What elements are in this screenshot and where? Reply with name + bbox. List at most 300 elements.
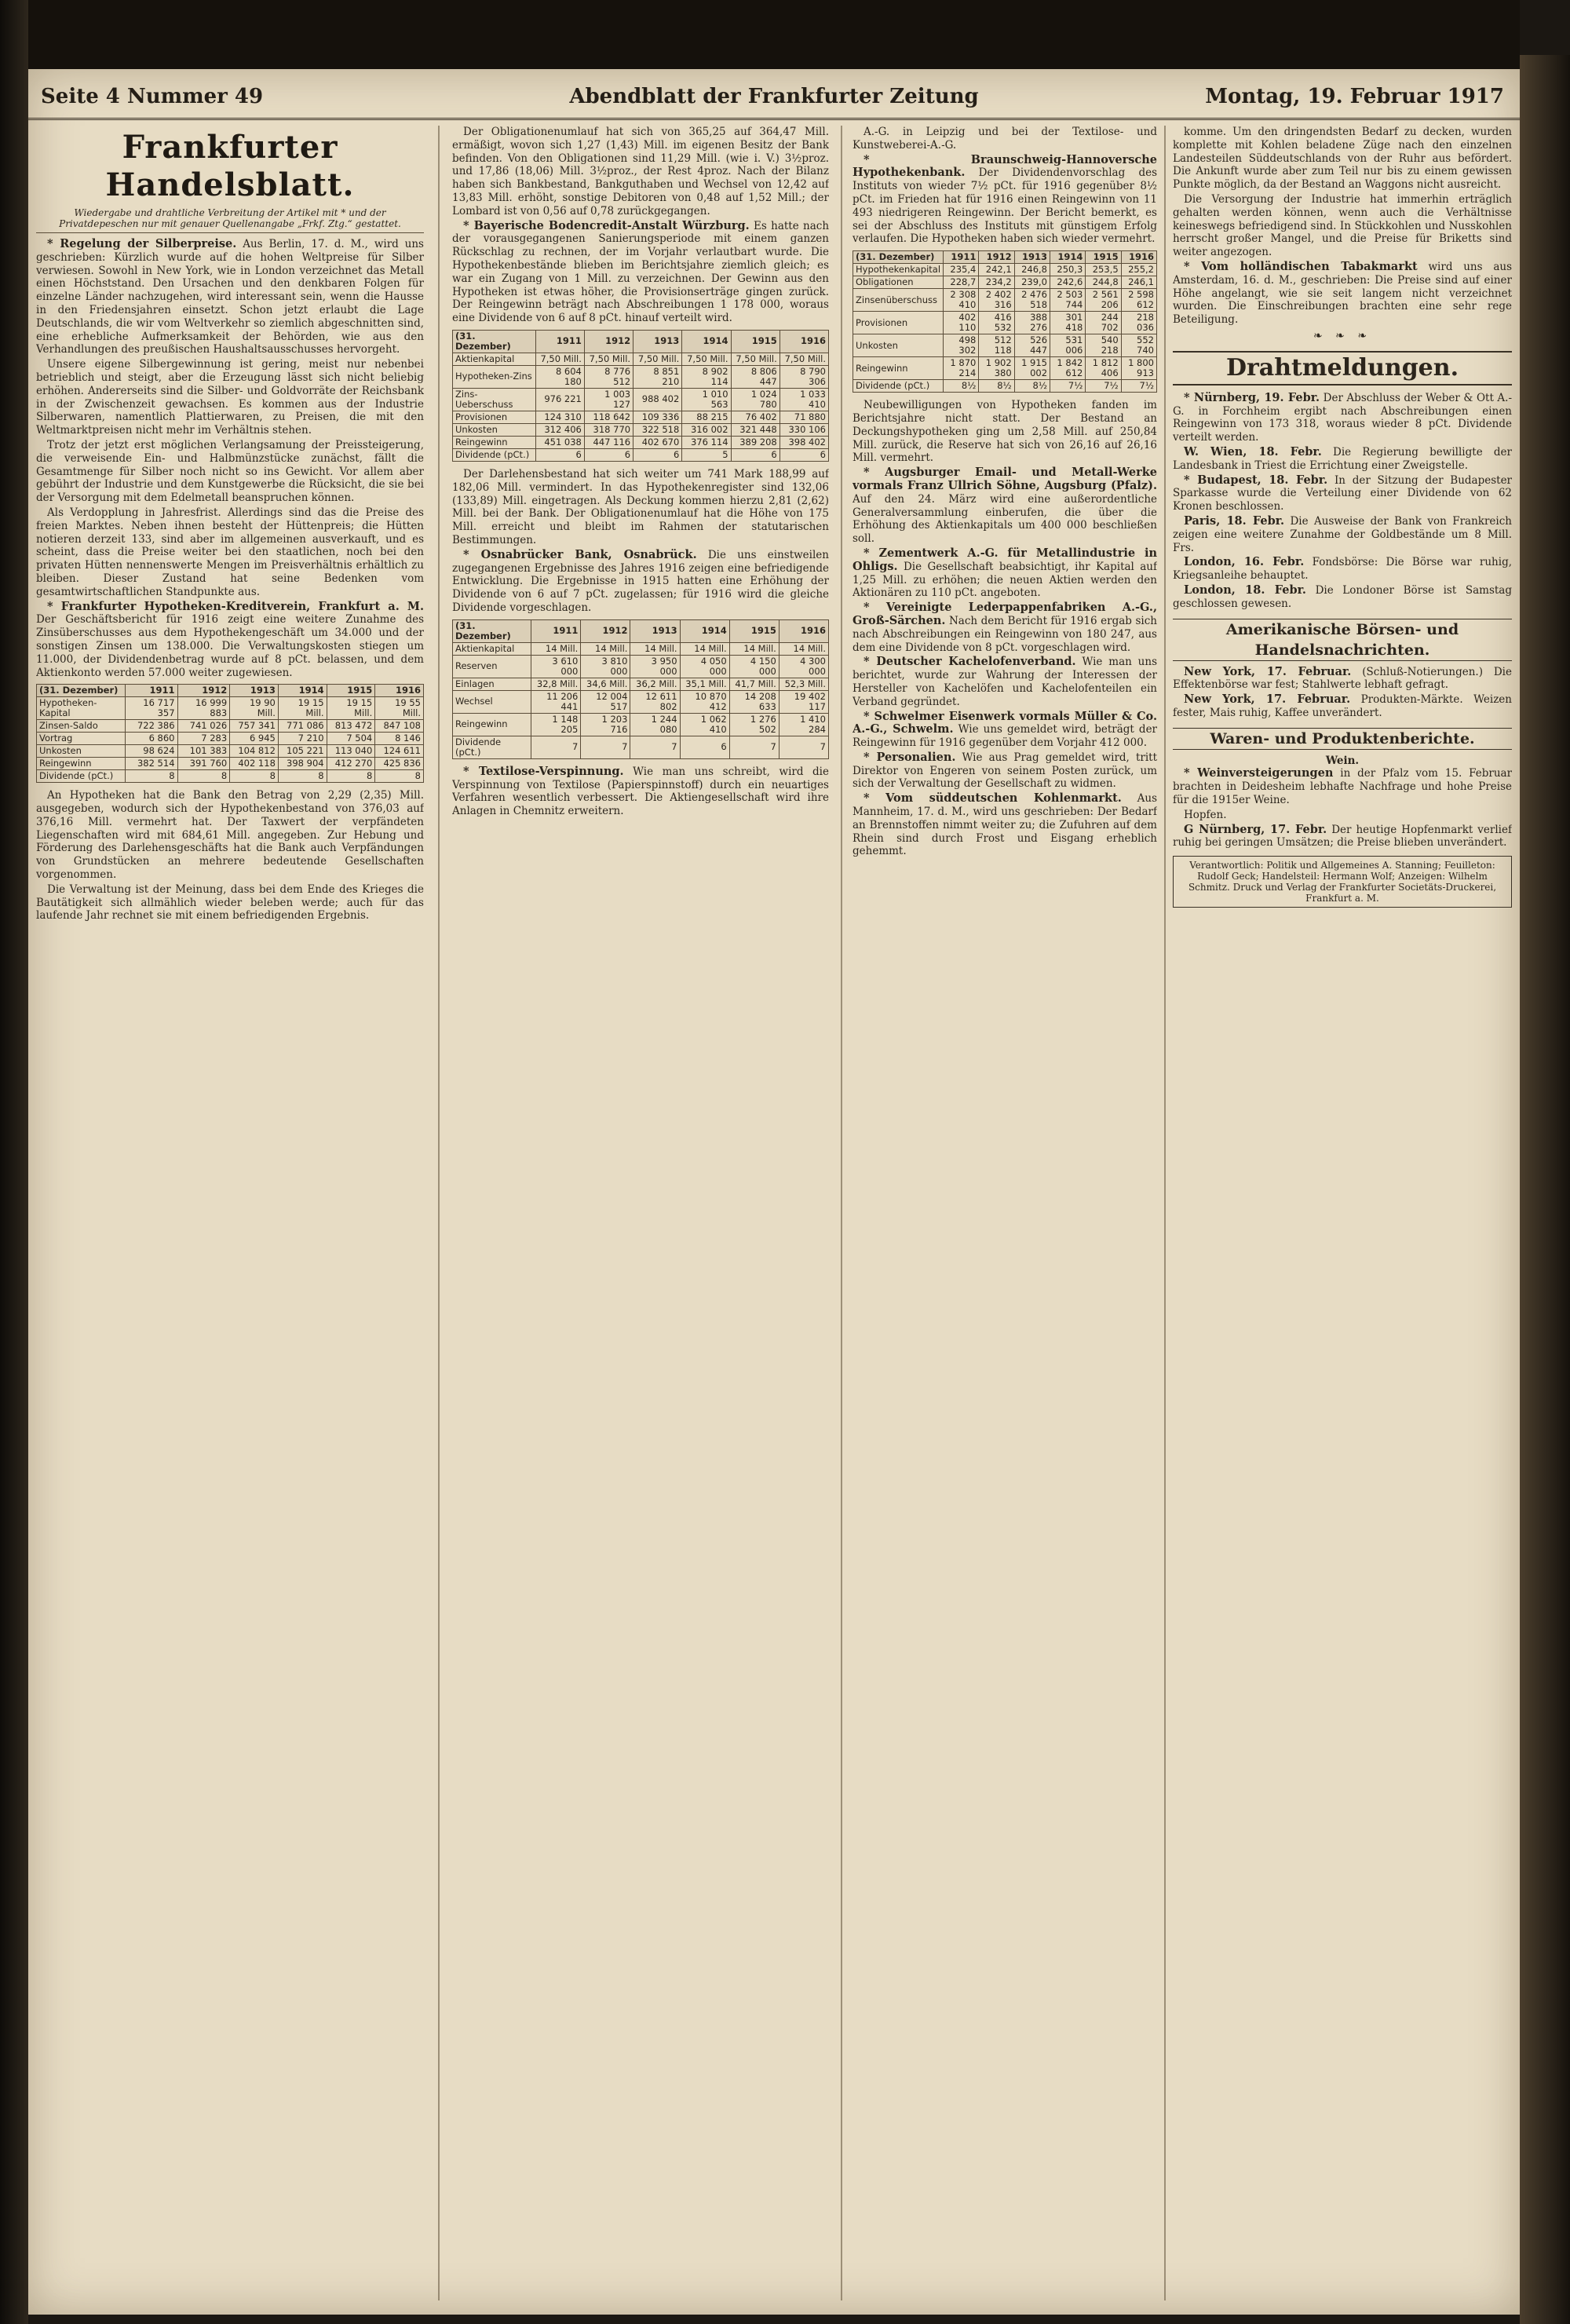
table-header-cell: 1912 xyxy=(177,685,230,697)
table-cell: Aktienkapital xyxy=(453,642,531,655)
table-header-cell: 1914 xyxy=(680,619,729,642)
article-text: Wie man uns berichtet, wurde zur Wahrung der Interessen der Hersteller von Kachelöfen und Kachelofenteilen ein Verband gegründet. xyxy=(853,656,1157,708)
table-cell: 2 476 518 xyxy=(1014,289,1050,312)
table-cell: 14 208 633 xyxy=(729,690,779,713)
article-text: (Schluß-Notierungen.) Die Effektenbörse war fest; Stahlwerte lebhaft gefragt. xyxy=(1173,665,1512,692)
table-cell: 4 150 000 xyxy=(729,655,779,678)
table-cell: Unkosten xyxy=(37,745,126,758)
table-cell: 1 842 612 xyxy=(1050,357,1086,380)
table-cell: 6 xyxy=(780,448,828,461)
article-headline: London, 18. Febr. xyxy=(1184,583,1306,597)
table-header-cell: 1915 xyxy=(327,685,375,697)
article-paragraph xyxy=(452,126,829,218)
scan-edge-right xyxy=(1520,55,1570,2324)
table-cell: 398 904 xyxy=(278,758,327,770)
table-cell: 526 447 xyxy=(1014,334,1050,357)
table-cell: 7½ xyxy=(1121,380,1156,393)
table-header-cell: 1915 xyxy=(731,330,780,353)
table-header-cell: (31. Dezember) xyxy=(453,619,531,642)
table-header-cell: 1913 xyxy=(230,685,279,697)
table-header-cell: 1913 xyxy=(1014,251,1050,264)
article-paragraph xyxy=(853,399,1157,465)
table-cell: 2 308 410 xyxy=(944,289,979,312)
table-header-cell: 1911 xyxy=(531,619,581,642)
table-row xyxy=(453,436,829,448)
table-cell: 330 106 xyxy=(780,423,828,436)
article-text: Die Versorgung der Industrie hat immerhin erträglich gehalten werden können, wenn auch die Verhältnisse keineswegs befriedigend sind. In Stückkohlen und Nusskohlen herrscht großer Mangel, und die Preise für Briketts sind weiter angezogen. xyxy=(1173,192,1512,259)
table-cell: 389 208 xyxy=(731,436,780,448)
article-text: In der Sitzung der Budapester Sparkasse wurde die Verteilung einer Dividende von 62 Kronen beschlossen. xyxy=(1173,473,1512,513)
table-header-cell: 1915 xyxy=(729,619,779,642)
table-cell: 235,4 xyxy=(944,264,979,276)
financial-table-2 xyxy=(452,330,829,462)
column-3 xyxy=(853,126,1157,2300)
article-paragraph xyxy=(853,547,1157,600)
article-paragraph xyxy=(853,601,1157,654)
article-headline: * Textilose-Verspinnung. xyxy=(463,764,624,778)
article-text: Der heutige Hopfenmarkt verlief ruhig bei geringen Umsätzen; die Preise blieben unverändert. xyxy=(1173,823,1512,850)
table-row xyxy=(853,276,1157,289)
table-cell: Hypothekenkapital xyxy=(853,264,944,276)
table-cell: 391 760 xyxy=(177,758,230,770)
table-cell: Unkosten xyxy=(453,423,536,436)
drahtmeldungen-title: Drahtmeldungen. xyxy=(1173,351,1512,386)
table-header-cell: 1914 xyxy=(682,330,731,353)
scan-top-band xyxy=(28,0,1520,69)
table-cell: 239,0 xyxy=(1014,276,1050,289)
financial-table-4 xyxy=(853,250,1157,393)
table-cell: 8 851 210 xyxy=(633,365,682,388)
col3-articles xyxy=(853,126,1157,246)
table-cell: 1 410 284 xyxy=(779,713,828,736)
article-headline: * Deutscher Kachelofenverband. xyxy=(864,655,1076,669)
table-cell: 118 642 xyxy=(584,411,633,423)
article-paragraph xyxy=(36,238,424,356)
table-cell: 7 xyxy=(779,736,828,758)
article-text: Auf den 24. März wird eine außerordentliche Generalversammlung einberufen, die über die Erhöhung des Aktienkapitals um 400 000 beschließen soll. xyxy=(853,492,1157,546)
table-row xyxy=(453,642,829,655)
table-cell: 7 xyxy=(531,736,581,758)
waren-articles xyxy=(1173,767,1512,850)
table-cell: Vortrag xyxy=(37,733,126,745)
table-header-cell: 1913 xyxy=(633,330,682,353)
article-text: Es hatte nach der vorausgegangenen Sanierungsperiode mit einem ganzen Rückschlag zu rechnen, der im Vorjahr verlautbart wurde. Die Hypothekenbestände blieben im Berichtsjahre ziemlich gleich; es war ein Zugang von 1 Mill. zu verzeichnen. Der Gewinn aus den Hypotheken ist etwas höher, die Provisionserträge gingen zurück. Der Reingewinn beträgt nach Abschreibungen 1 178 000, woraus eine Dividende von 6 auf 8 pCt. hinauf verteilt wird. xyxy=(452,219,829,325)
table-cell: Reingewinn xyxy=(37,758,126,770)
table-header-cell: 1916 xyxy=(780,330,828,353)
table-cell: 14 Mill. xyxy=(531,642,581,655)
article-paragraph xyxy=(853,792,1157,858)
table-cell: 301 418 xyxy=(1050,312,1086,334)
table-cell: 12 004 517 xyxy=(581,690,630,713)
issue-date: Montag, 19. Februar 1917 xyxy=(1205,85,1504,108)
article-text: Trotz der jetzt erst möglichen Verlangsamung der Preissteigerung, die verweisende Ein- und Halbmünzstücke zunächst, fällt die Gesamtmenge für Silber noch nicht so ins Gewicht. Vor allem aber gebührt der Industrie und dem Kunstgewerbe die Rücksicht, die sie bei der Versorgung mit dem Edelmetall beanspruchen können. xyxy=(36,438,424,505)
table-row xyxy=(453,353,829,365)
table-cell: 71 880 xyxy=(780,411,828,423)
article-headline: New York, 17. Februar. xyxy=(1184,664,1352,678)
table-row xyxy=(853,289,1157,312)
table-cell: 6 xyxy=(584,448,633,461)
article-paragraph xyxy=(1173,809,1512,822)
article-text: A.-G. in Leipzig und bei der Textilose- und Kunstweberei-A.-G. xyxy=(853,126,1157,152)
table-cell: Reingewinn xyxy=(453,713,531,736)
table-cell: 7,50 Mill. xyxy=(780,353,828,365)
table-cell: 7 xyxy=(630,736,680,758)
table-cell: 1 800 913 xyxy=(1121,357,1156,380)
col4-articles xyxy=(1173,126,1512,327)
article-text: Wie uns gemeldet wird, beträgt der Reingewinn für 1916 gegenüber dem Vorjahr 412 000. xyxy=(853,723,1157,750)
table-cell: 321 448 xyxy=(731,423,780,436)
reprint-note: Wiedergabe und drahtliche Verbreitung der Artikel mit * und der Privatdepeschen nur mit genauer Quellenangabe „Frkf. Ztg.“ gestattet. xyxy=(36,207,424,233)
article-paragraph xyxy=(36,789,424,882)
table-cell: 7,50 Mill. xyxy=(633,353,682,365)
table-cell: 16 717 357 xyxy=(125,697,177,720)
table-cell: 4 050 000 xyxy=(680,655,729,678)
table-header-cell: 1912 xyxy=(584,330,633,353)
table-cell: 402 110 xyxy=(944,312,979,334)
table-cell: 512 118 xyxy=(979,334,1014,357)
table-cell: 101 383 xyxy=(177,745,230,758)
table-cell: 5 xyxy=(682,448,731,461)
table-cell: 402 670 xyxy=(633,436,682,448)
article-paragraph xyxy=(853,154,1157,247)
table-cell: 253,5 xyxy=(1086,264,1121,276)
article-headline: G Nürnberg, 17. Febr. xyxy=(1184,822,1327,836)
table-cell: 388 276 xyxy=(1014,312,1050,334)
table-cell: 124 611 xyxy=(375,745,424,758)
table-row xyxy=(453,713,829,736)
table-cell: Dividende (pCt.) xyxy=(853,380,944,393)
table-cell: 8½ xyxy=(1014,380,1050,393)
table-cell: 8½ xyxy=(979,380,1014,393)
table-cell: 12 611 802 xyxy=(630,690,680,713)
article-headline: * Osnabrücker Bank, Osnabrück. xyxy=(463,547,697,561)
table-cell: 2 598 612 xyxy=(1121,289,1156,312)
table-cell: 6 945 xyxy=(230,733,279,745)
table-cell: Obligationen xyxy=(853,276,944,289)
table-cell: 242,1 xyxy=(979,264,1014,276)
article-paragraph xyxy=(1173,474,1512,513)
article-paragraph xyxy=(1173,261,1512,327)
article-paragraph xyxy=(452,549,829,615)
article-headline: * Regelung der Silberpreise. xyxy=(47,237,237,250)
table-cell: 7 210 xyxy=(278,733,327,745)
article-text: Die Regierung bewilligte der Landesbank in Triest die Errichtung einer Zweigstelle. xyxy=(1173,445,1512,472)
article-paragraph xyxy=(1173,556,1512,583)
table-cell: 10 870 412 xyxy=(680,690,729,713)
column-4 xyxy=(1173,126,1512,2300)
article-paragraph xyxy=(1173,392,1512,444)
table-cell: 104 812 xyxy=(230,745,279,758)
column-rule xyxy=(438,126,440,2300)
table-cell: Reserven xyxy=(453,655,531,678)
table-header-cell: 1911 xyxy=(535,330,584,353)
waren-subtitle: Wein. xyxy=(1325,754,1360,767)
table-row xyxy=(853,380,1157,393)
column-rule xyxy=(1164,126,1166,2300)
article-paragraph xyxy=(1173,515,1512,554)
table-cell: Reingewinn xyxy=(853,357,944,380)
amerika-title: Amerikanische Börsen- und Handelsnachrichten. xyxy=(1173,619,1512,661)
table-cell: 1 915 002 xyxy=(1014,357,1050,380)
table-cell: 218 036 xyxy=(1121,312,1156,334)
table-cell: 8 xyxy=(230,770,279,783)
column-1 xyxy=(36,126,424,2300)
table-cell: Dividende (pCt.) xyxy=(453,448,536,461)
table-row xyxy=(453,448,829,461)
article-headline: * Augsburger Email- und Metall-Werke vormals Franz Ullrich Söhne, Augsburg (Pfalz). xyxy=(853,466,1157,492)
table-cell: 3 950 000 xyxy=(630,655,680,678)
table-header-cell: (31. Dezember) xyxy=(37,685,126,697)
table-row xyxy=(37,770,424,783)
article-text: Als Verdopplung in Jahresfrist. Allerdings sind das die Preise des freien Marktes. Neben ihnen besteht der Hüttenpreis; die Hütten notieren derzeit 133, sind aber im allgemeinen ausverkauft, und es scheint, dass die Preise weiter bei den staatlichen, noch bei den privaten Hütten nennenswerte Mengen im Preisverhältnis erhältlich zu bleiben. Dieser Zustand hat seine Bedenken vom gesamtwirtschaftlichen Standpunkte aus. xyxy=(36,506,424,598)
table-row xyxy=(37,758,424,770)
table-cell: 7½ xyxy=(1050,380,1086,393)
table-cell: 7 xyxy=(729,736,779,758)
table-cell: 531 006 xyxy=(1050,334,1086,357)
table-cell: 7 504 xyxy=(327,733,375,745)
table-cell: 498 302 xyxy=(944,334,979,357)
table-cell: 722 386 xyxy=(125,720,177,733)
article-paragraph xyxy=(36,601,424,680)
article-headline: W. Wien, 18. Febr. xyxy=(1184,444,1322,459)
table-cell: Einlagen xyxy=(453,678,531,690)
table-cell: 540 218 xyxy=(1086,334,1121,357)
table-cell: Hypotheken-Zins xyxy=(453,365,536,388)
table-cell: 124 310 xyxy=(535,411,584,423)
article-headline: * Weinversteigerungen xyxy=(1184,766,1334,780)
article-headline: London, 16. Febr. xyxy=(1184,555,1305,569)
table-cell: Aktienkapital xyxy=(453,353,536,365)
table-cell: 1 148 205 xyxy=(531,713,581,736)
article-paragraph xyxy=(853,751,1157,791)
table-cell: 19 15 Mill. xyxy=(278,697,327,720)
article-text: Hopfen. xyxy=(1184,808,1227,821)
table-cell: 757 341 xyxy=(230,720,279,733)
table-header-cell: 1914 xyxy=(278,685,327,697)
newspaper-page xyxy=(28,69,1520,2315)
table-row xyxy=(453,678,829,690)
article-paragraph xyxy=(452,220,829,325)
article-paragraph xyxy=(1173,767,1512,806)
article-text: komme. Um den dringendsten Bedarf zu decken, wurden komplette mit Kohlen beladene Züge nach den einzelnen Landesteilen Süddeutschlands von der Ruhr aus befördert. Die Ankunft wurde aber zum Teil nur bis zu einem gewissen Punkte möglich, da der Bestand an Waggons nicht ausreicht. xyxy=(1173,126,1512,192)
article-text: Unsere eigene Silbergewinnung ist gering, meist nur nebenbei betrieblich und steigt, aber die Erzeugung lässt sich nicht beliebig erhöhen. Andererseits sind die Silber- und Goldvorräte der Reichsbank in der Zwischenzeit gewachsen. Es kommen aus der Industrie Silberwaren, namentlich Plattierwaren, zu Preisen, die mit den Weltmarktpreisen nicht mehr im Verhältnis stehen. xyxy=(36,358,424,437)
table-cell: 8 xyxy=(278,770,327,783)
table-row xyxy=(853,357,1157,380)
article-headline: New York, 17. Februar. xyxy=(1184,692,1351,707)
col3b-articles xyxy=(853,399,1157,858)
table-cell: 8 902 114 xyxy=(682,365,731,388)
table-cell: 382 514 xyxy=(125,758,177,770)
table-cell: 14 Mill. xyxy=(581,642,630,655)
table-cell: 813 472 xyxy=(327,720,375,733)
article-text: Der Obligationenumlauf hat sich von 365,25 auf 364,47 Mill. ermäßigt, wovon sich 1,27 (1,43) Mill. im eigenen Besitz der Bank befinden. Von den Obligationen sind 11,29 Mill. (wie i. V.) 3½proz. und 17,86 (18,06) Mill. 3½proz., der Rest 4proz. Nach der Bilanz haben sich Bankbestand, Bankguthaben und Wechsel von 12,42 auf 13,83 Mill. erhöht, sonstige Debitoren von 0,48 auf 1,52 Mill.; der Lombard ist von 0,56 auf 0,78 zurückgegangen. xyxy=(452,126,829,217)
table-cell: 552 740 xyxy=(1121,334,1156,357)
table-cell: 14 Mill. xyxy=(680,642,729,655)
article-text: Aus Mannheim, 17. d. M., wird uns geschrieben: Der Bedarf an Brennstoffen nimmt weiter zu; die Zufuhren auf dem Rhein sind durch Frost und Eisgang erheblich gehemmt. xyxy=(853,792,1157,858)
table-cell: 36,2 Mill. xyxy=(630,678,680,690)
amerika-articles xyxy=(1173,666,1512,720)
article-text: Wie man uns schreibt, wird die Verspinnung von Textilose (Papierspinnstoff) durch ein neuartiges Verfahren wesentlich verbessert. Die Aktiengesellschaft wird ihre Anlagen in Chemnitz erweitern. xyxy=(452,765,829,818)
article-headline: * Braunschweig-Hannoversche Hypothekenbank. xyxy=(853,152,1157,180)
table-cell: 109 336 xyxy=(633,411,682,423)
table-cell: Provisionen xyxy=(453,411,536,423)
table-cell: 8 604 180 xyxy=(535,365,584,388)
table-cell: 376 114 xyxy=(682,436,731,448)
article-paragraph xyxy=(853,126,1157,152)
article-text: An Hypotheken hat die Bank den Betrag von 2,29 (2,35) Mill. ausgegeben, wodurch sich der Hypothekenbestand von 376,03 auf 376,16 Mill. vermehrt hat. Der Taxwert der verpfändeten Liegenschaften wird mit 684,61 Mill. angegeben. Zur Hebung und Förderung des Darlehensgeschäfts hat die Bank auch Verpfändungen von Grundstücken an mehrere bedeutende Gesellschaften vorgenommen. xyxy=(36,789,424,882)
table-row xyxy=(37,720,424,733)
article-paragraph xyxy=(853,466,1157,546)
table-header-cell: 1914 xyxy=(1050,251,1086,264)
article-paragraph xyxy=(1173,126,1512,192)
table-cell: Dividende (pCt.) xyxy=(453,736,531,758)
article-text: Die uns einstweilen zugegangenen Ergebnisse des Jahres 1916 zeigen eine befriedigende Entwicklung. Die Ergebnisse in 1915 hatten eine Erhöhung der Dividende von 6 auf 7 pCt. zugelassen; für 1916 wird die gleiche Dividende vorgeschlagen. xyxy=(452,548,829,614)
table-cell: 34,6 Mill. xyxy=(581,678,630,690)
article-text: Die Verwaltung ist der Meinung, dass bei dem Ende des Krieges die Bautätigkeit sich allmählich wieder beleben werde; auch für das laufende Jahr rechnet sie mit einem befriedigenden Ergebnis. xyxy=(36,882,424,923)
financial-table-3 xyxy=(452,619,829,759)
table-cell: 14 Mill. xyxy=(630,642,680,655)
table-row xyxy=(37,697,424,720)
article-headline: * Zementwerk A.-G. für Metallindustrie in Ohligs. xyxy=(853,546,1157,573)
article-paragraph xyxy=(452,766,829,818)
table-header-cell: 1916 xyxy=(779,619,828,642)
table-header-cell: 1912 xyxy=(979,251,1014,264)
table-cell: Dividende (pCt.) xyxy=(37,770,126,783)
table-cell: 14 Mill. xyxy=(729,642,779,655)
table-cell: 6 xyxy=(535,448,584,461)
table-row xyxy=(453,423,829,436)
article-paragraph xyxy=(1173,824,1512,850)
table-row xyxy=(453,388,829,411)
table-cell: 3 610 000 xyxy=(531,655,581,678)
table-cell: 19 55 Mill. xyxy=(375,697,424,720)
table-cell: 234,2 xyxy=(979,276,1014,289)
article-paragraph xyxy=(1173,693,1512,720)
col2-articles xyxy=(452,126,829,325)
table-cell: 8 xyxy=(125,770,177,783)
article-paragraph xyxy=(1173,193,1512,259)
article-text: Die Gesellschaft beabsichtigt, ihr Kapital auf 1,25 Mill. zu erhöhen; die neuen Aktien werden den Aktionären zu 110 pCt. angeboten. xyxy=(853,560,1157,600)
imprint: Verantwortlich: Politik und Allgemeines A. Stanning; Feuilleton: Rudolf Geck; Handelsteil: Hermann Wolf; Anzeigen: Wilhelm Schmitz. Druck und Verlag der Frankfurter Societäts-Druckerei, Frankfurt a. M. xyxy=(1173,856,1512,908)
table-cell: 847 108 xyxy=(375,720,424,733)
table-cell: 14 Mill. xyxy=(779,642,828,655)
table-cell: 41,7 Mill. xyxy=(729,678,779,690)
table-row xyxy=(37,733,424,745)
table-row xyxy=(853,312,1157,334)
article-paragraph xyxy=(36,506,424,599)
table-cell: 1 003 127 xyxy=(584,388,633,411)
table-cell: 2 402 316 xyxy=(979,289,1014,312)
table-cell: 1 033 410 xyxy=(780,388,828,411)
table-cell: 1 276 502 xyxy=(729,713,779,736)
table-cell: 1 870 214 xyxy=(944,357,979,380)
table-cell: 447 116 xyxy=(584,436,633,448)
table-header-cell: 1911 xyxy=(125,685,177,697)
table-row xyxy=(853,264,1157,276)
table-cell: 6 xyxy=(680,736,729,758)
article-paragraph xyxy=(36,439,424,505)
table-cell: 1 902 380 xyxy=(979,357,1014,380)
table-cell: 52,3 Mill. xyxy=(779,678,828,690)
col1-articles-end xyxy=(36,789,424,923)
table-cell: 322 518 xyxy=(633,423,682,436)
table-cell: Wechsel xyxy=(453,690,531,713)
table-cell: 8½ xyxy=(944,380,979,393)
table-cell: 7,50 Mill. xyxy=(535,353,584,365)
table-cell: 8 xyxy=(375,770,424,783)
article-text: wird uns aus Amsterdam, 16. d. M., geschrieben: Die Preise sind auf einer Höhe angelangt, wie sie seit langem nicht verzeichnet wurden. Die Einschreibungen brachten eine sehr rege Beteiligung. xyxy=(1173,260,1512,327)
article-headline: * Frankfurter Hypotheken-Kreditverein, Frankfurt a. M. xyxy=(47,599,424,613)
table-cell: 32,8 Mill. xyxy=(531,678,581,690)
table-cell: 1 244 080 xyxy=(630,713,680,736)
table-cell: 19 402 117 xyxy=(779,690,828,713)
table-header-cell: 1916 xyxy=(375,685,424,697)
table-cell: 8 146 xyxy=(375,733,424,745)
table-header-cell: 1913 xyxy=(630,619,680,642)
table-cell: 2 561 206 xyxy=(1086,289,1121,312)
table-header-cell: 1916 xyxy=(1121,251,1156,264)
table-cell: 16 999 883 xyxy=(177,697,230,720)
table-cell: 244,8 xyxy=(1086,276,1121,289)
article-headline: * Vom süddeutschen Kohlenmarkt. xyxy=(864,791,1122,806)
table-cell: 88 215 xyxy=(682,411,731,423)
table-cell: 6 xyxy=(731,448,780,461)
table-row xyxy=(853,334,1157,357)
table-cell: 4 300 000 xyxy=(779,655,828,678)
table-cell: 8 xyxy=(327,770,375,783)
table-cell: 76 402 xyxy=(731,411,780,423)
table-cell: Zinsen-Saldo xyxy=(37,720,126,733)
article-text: Die Ausweise der Bank von Frankreich zeigen eine weitere Zunahme der Goldbestände um 8 Mill. Frs. xyxy=(1173,514,1512,554)
article-text: Wie aus Prag gemeldet wird, tritt Direktor von Engeren von seinem Posten zurück, um sich der Verwaltung der Gesellschaft zu widmen. xyxy=(853,751,1157,791)
article-text: Der Abschluss der Weber & Ott A.-G. in Forchheim ergibt nach Abschreibungen einen Reingewinn von 173 318, woraus wieder 8 pCt. Dividende verteilt werden. xyxy=(1173,391,1512,444)
article-text: Neubewilligungen von Hypotheken fanden im Berichtsjahre nicht statt. Der Bestand an Deckungshypotheken ging um 2,58 Mill. auf 250,84 Mill. zurück, die Reserve hat sich von 26,16 auf 26,16 Mill. vermehrt. xyxy=(853,399,1157,465)
table-header-cell: 1911 xyxy=(944,251,979,264)
financial-table-1 xyxy=(36,684,424,783)
table-cell: 1 024 780 xyxy=(731,388,780,411)
table-cell: Reingewinn xyxy=(453,436,536,448)
table-cell: 402 118 xyxy=(230,758,279,770)
ornament-divider: ❧ ❧ ❧ xyxy=(1313,329,1372,342)
article-headline: * Personalien. xyxy=(864,750,956,764)
table-cell: 7½ xyxy=(1086,380,1121,393)
table-row xyxy=(37,745,424,758)
article-headline: * Vereinigte Lederpappenfabriken A.-G., Groß-Särchen. xyxy=(853,601,1157,627)
table-cell: 228,7 xyxy=(944,276,979,289)
table-cell: 2 503 744 xyxy=(1050,289,1086,312)
col2b-articles xyxy=(452,468,829,615)
newspaper-name: Abendblatt der Frankfurter Zeitung xyxy=(569,85,979,108)
article-headline: * Nürnberg, 19. Febr. xyxy=(1184,390,1320,404)
article-text: in der Pfalz vom 15. Februar brachten in Deidesheim lebhafte Nachfrage und hohe Preise für die 1915er Weine. xyxy=(1173,767,1512,807)
table-cell: 11 206 441 xyxy=(531,690,581,713)
table-cell: 6 xyxy=(633,448,682,461)
table-cell: 105 221 xyxy=(278,745,327,758)
article-headline: Paris, 18. Febr. xyxy=(1184,513,1285,528)
article-text: Nach dem Bericht für 1916 ergab sich nach Abschreibungen ein Reingewinn von 180 247, aus dem eine Dividende von 8 pCt. vorgeschlagen wird. xyxy=(853,614,1157,654)
table-row xyxy=(453,736,829,758)
table-cell: 1 010 563 xyxy=(682,388,731,411)
table-cell: 312 406 xyxy=(535,423,584,436)
table-cell: 7,50 Mill. xyxy=(584,353,633,365)
table-cell: 412 270 xyxy=(327,758,375,770)
table-cell: 318 770 xyxy=(584,423,633,436)
table-cell: 113 040 xyxy=(327,745,375,758)
table-cell: 255,2 xyxy=(1121,264,1156,276)
table-row xyxy=(453,655,829,678)
table-cell: 8 776 512 xyxy=(584,365,633,388)
table-cell: 8 806 447 xyxy=(731,365,780,388)
